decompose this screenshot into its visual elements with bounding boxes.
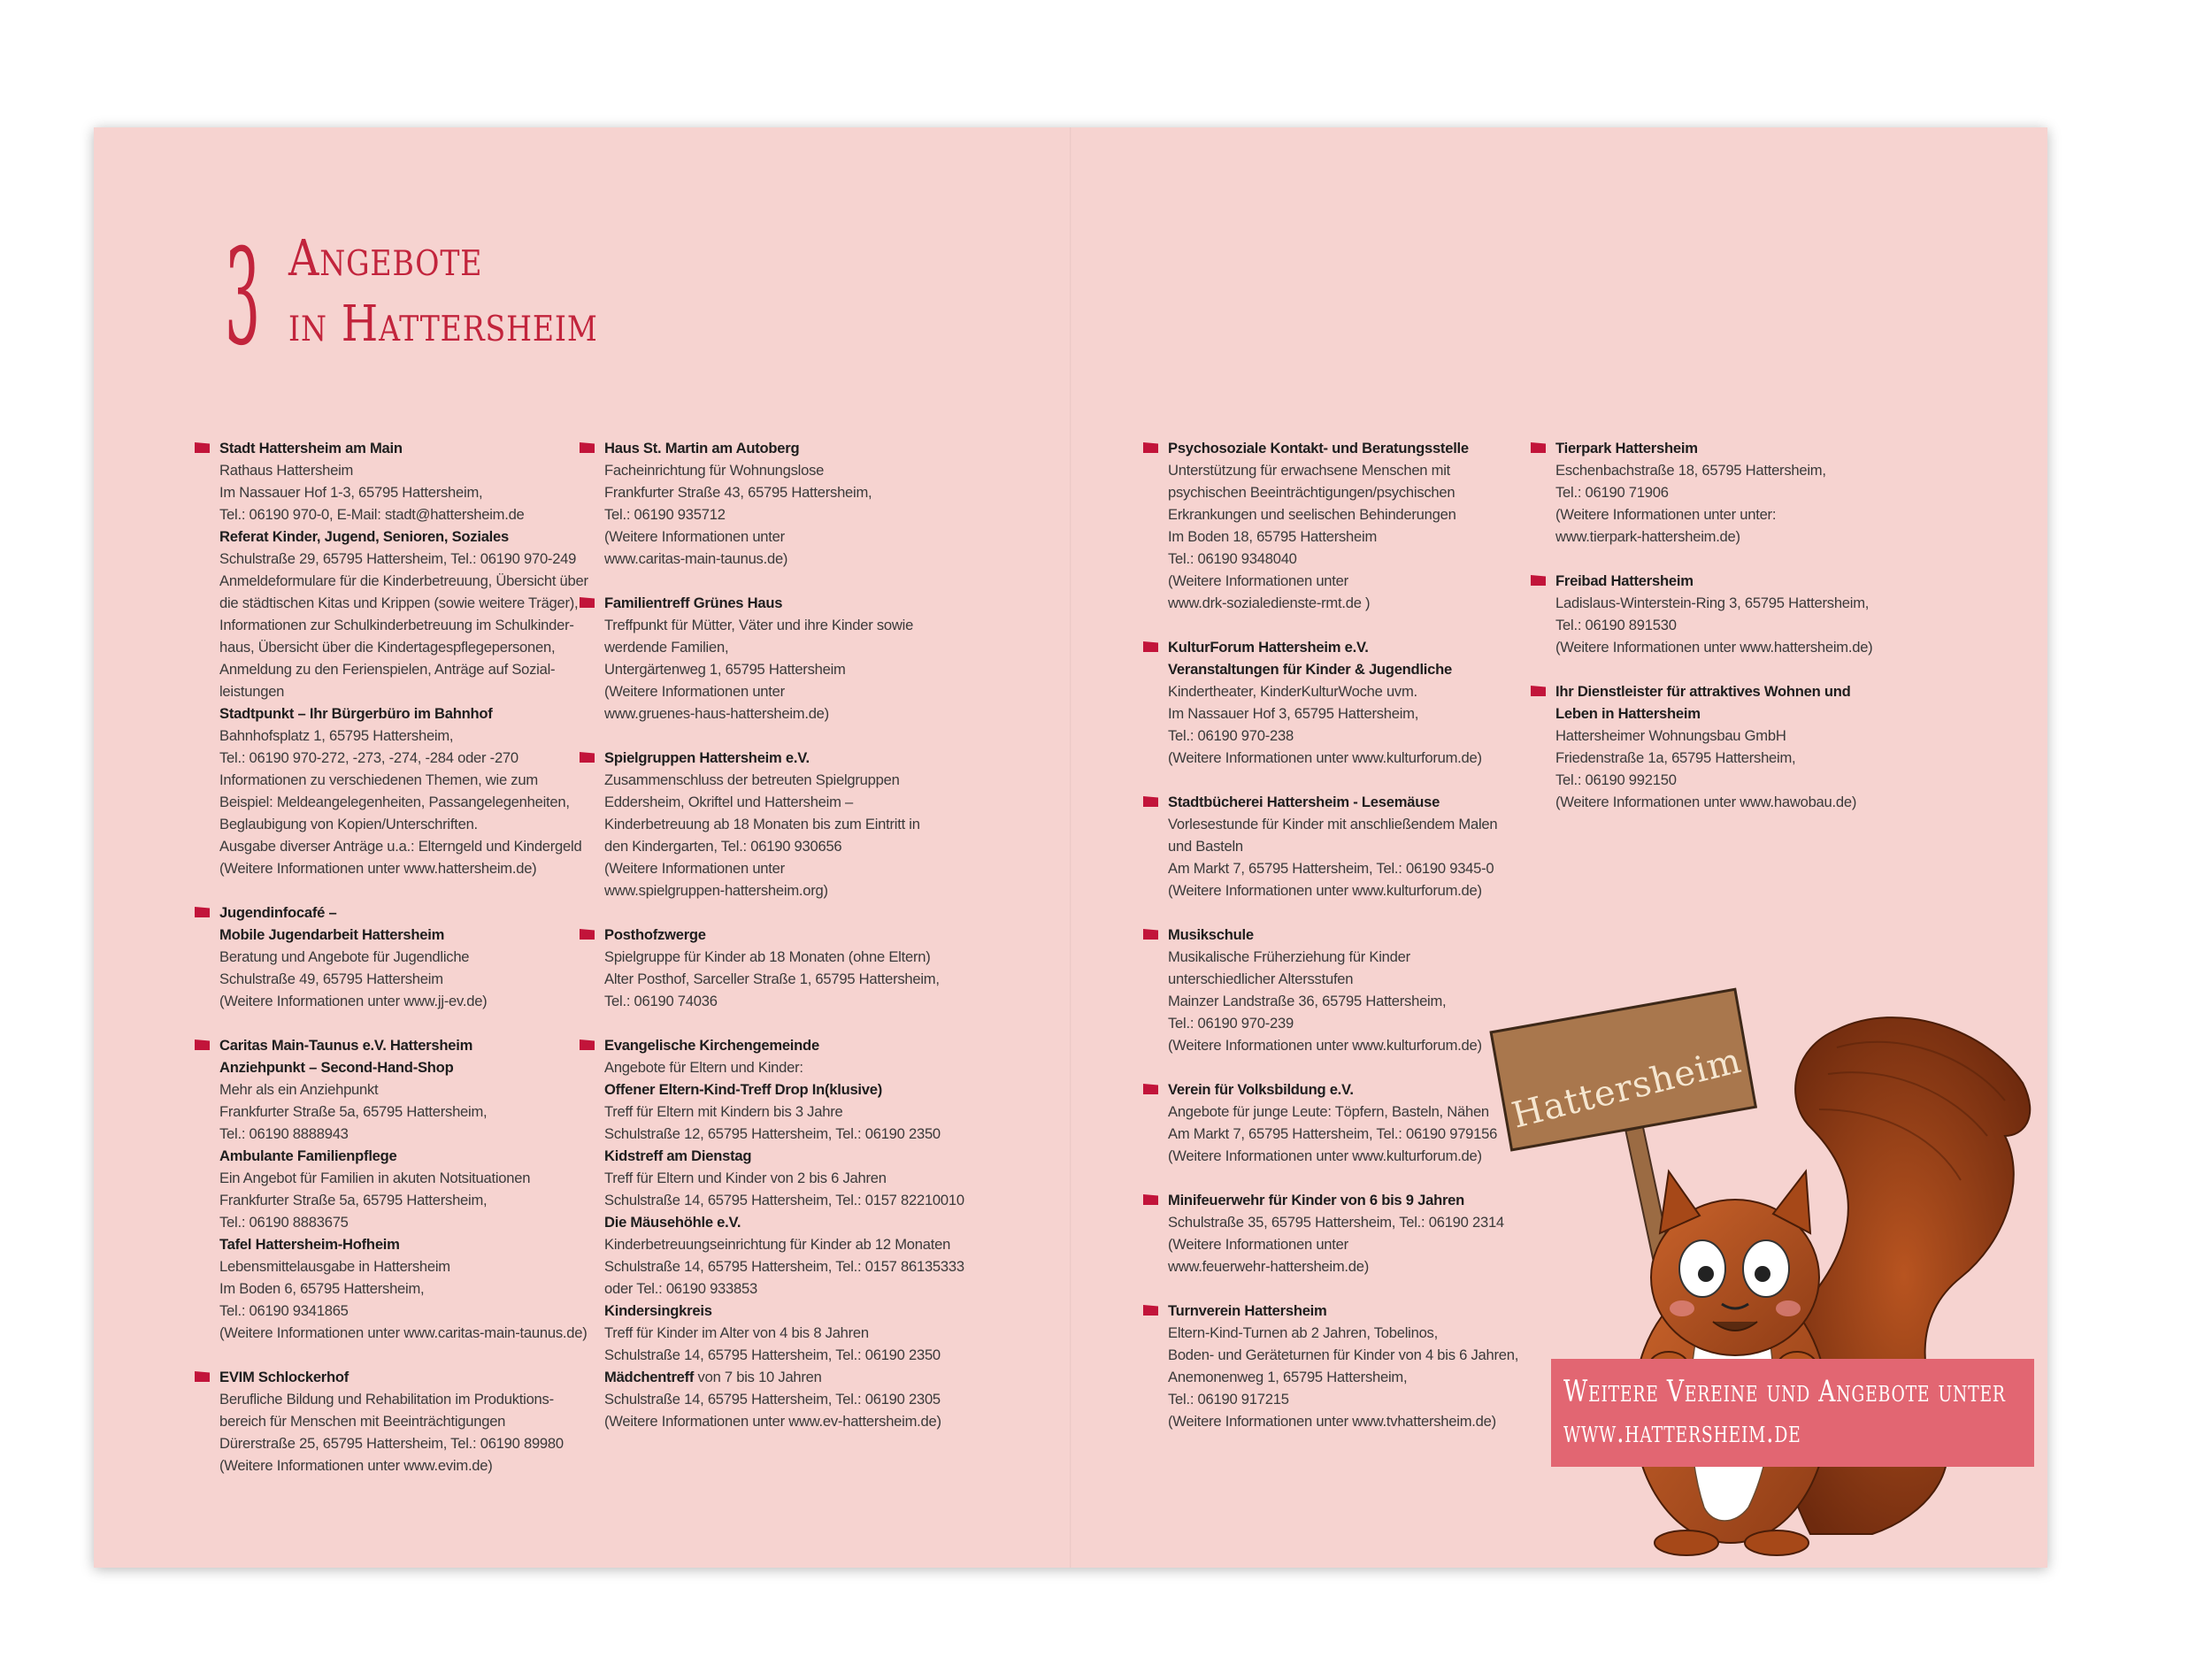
bullet-flag-icon <box>1143 1305 1158 1316</box>
entry-line: Schulstraße 29, 65795 Hattersheim, Tel.: 06190 970-249 <box>219 550 577 567</box>
entry-line: Schulstraße 14, 65795 Hattersheim, Tel.: 06190 2350 <box>604 1346 941 1363</box>
entry-line: Schulstraße 14, 65795 Hattersheim, Tel.: 06190 2305 <box>604 1391 941 1408</box>
entry-line: Treff für Kinder im Alter von 4 bis 8 Jahren <box>604 1324 869 1341</box>
entry-line: (Weitere Informationen unter unter: <box>1555 506 1777 523</box>
entry-title-text: Verein für Volksbildung e.V. <box>1168 1081 1354 1098</box>
entry-title-text: Turnverein Hattersheim <box>1168 1302 1327 1319</box>
entry-line: Beratung und Angebote für Jugendliche <box>219 948 470 965</box>
entry-line: (Weitere Informationen unter <box>604 683 785 700</box>
entry-line: Lebensmittelausgabe in Hattersheim <box>219 1258 450 1275</box>
entry-line: Frankfurter Straße 43, 65795 Hattersheim, <box>604 484 872 501</box>
brochure-spread <box>94 127 2047 1568</box>
squirrel-illustration <box>1508 950 2040 1561</box>
entry-line: Treffpunkt für Mütter, Väter und ihre Kinder sowie <box>604 617 914 633</box>
entry-line: Eddersheim, Okriftel und Hattersheim – <box>604 794 854 810</box>
entry-line: (Weitere Informationen unter www.tvhattersheim.de) <box>1168 1413 1496 1430</box>
directory-entry <box>1168 791 1548 901</box>
bullet-flag-icon <box>195 1039 210 1050</box>
entry-title <box>580 592 985 614</box>
directory-entry <box>604 1034 985 1432</box>
directory-entry <box>1168 636 1548 769</box>
entry-title <box>1143 636 1548 658</box>
entry-line: Bahnhofsplatz 1, 65795 Hattersheim, <box>219 727 454 744</box>
entry-title-text: Jugendinfocafé – <box>219 904 337 921</box>
entry-title-text: Familientreff Grünes Haus <box>604 595 783 611</box>
entry-subtitle: Veranstaltungen für Kinder & Jugendliche <box>1168 661 1453 678</box>
sign-text: Hattersheim <box>1508 1039 1746 1137</box>
entry-line: Facheinrichtung für Wohnungslose <box>604 462 825 479</box>
entry-title <box>1531 680 1936 702</box>
entry-line: Eschenbachstraße 18, 65795 Hattersheim, <box>1555 462 1826 479</box>
entry-line: Kinderbetreuungseinrichtung für Kinder ab 12 Monaten <box>604 1236 951 1253</box>
entry-title-text: Minifeuerwehr für Kinder von 6 bis 9 Jahren <box>1168 1192 1465 1208</box>
bullet-flag-icon <box>1143 641 1158 652</box>
entry-line: (Weitere Informationen unter www.jj-ev.de) <box>219 993 488 1009</box>
entry-title <box>195 1366 600 1388</box>
entry-line: (Weitere Informationen unter www.caritas-main-taunus.de) <box>219 1324 588 1341</box>
entry-title-text: Evangelische Kirchengemeinde <box>604 1037 819 1054</box>
entry-line: Anemonenweg 1, 65795 Hattersheim, <box>1168 1369 1408 1385</box>
directory-entry <box>1168 1300 1548 1432</box>
entry-title-text: KulturForum Hattersheim e.V. <box>1168 639 1369 656</box>
entry-line: Unterstützung für erwachsene Menschen mit <box>1168 462 1451 479</box>
entry-title-text: Spielgruppen Hattersheim e.V. <box>604 749 810 766</box>
entry-line: Ladislaus-Winterstein-Ring 3, 65795 Hattersheim, <box>1555 595 1870 611</box>
bullet-flag-icon <box>580 597 595 608</box>
entry-line: (Weitere Informationen unter <box>604 860 785 877</box>
entry-title <box>1143 1300 1548 1322</box>
entry-line: Angebote für junge Leute: Töpfern, Basteln, Nähen <box>1168 1103 1489 1120</box>
entry-line: Tel.: 06190 9341865 <box>219 1302 349 1319</box>
directory-entry <box>1555 437 1936 548</box>
entry-line: Tel.: 06190 970-0, E-Mail: stadt@hattersheim.de <box>219 506 525 523</box>
bullet-flag-icon <box>580 1039 595 1050</box>
entry-line: (Weitere Informationen unter <box>1168 1236 1348 1253</box>
entry-line: Im Nassauer Hof 3, 65795 Hattersheim, <box>1168 705 1419 722</box>
entry-line: Eltern-Kind-Turnen ab 2 Jahren, Tobelinos, <box>1168 1324 1438 1341</box>
entry-line: (Weitere Informationen unter <box>604 528 785 545</box>
entry-line: Alter Posthof, Sarceller Straße 1, 65795 Hattersheim, <box>604 970 940 987</box>
entry-line: Tel.: 06190 970-238 <box>1168 727 1294 744</box>
entry-title <box>1531 437 1936 459</box>
entry-title-text: Haus St. Martin am Autoberg <box>604 440 800 456</box>
entry-line: Tel.: 06190 8883675 <box>219 1214 349 1231</box>
entry-line: Treff für Eltern und Kinder von 2 bis 6 Jahren <box>604 1170 887 1186</box>
entry-title-text: Musikschule <box>1168 926 1254 943</box>
entry-line: Mehr als ein Anziehpunkt <box>219 1081 379 1098</box>
entry-subtitle: Kidstreff am Dienstag <box>604 1147 752 1164</box>
entry-line: (Weitere Informationen unter www.hattersheim.de) <box>1555 639 1873 656</box>
entry-line: Angebote für Eltern und Kinder: <box>604 1059 803 1076</box>
entry-line: unterschiedlicher Altersstufen <box>1168 970 1354 987</box>
entry-line: Tel.: 06190 970-272, -273, -274, -284 oder -270 <box>219 749 518 766</box>
entry-line: (Weitere Informationen unter www.evim.de) <box>219 1457 493 1474</box>
entry-subtitle: Anziehpunkt – Second-Hand-Shop <box>219 1059 454 1076</box>
entry-line: werdende Familien, <box>604 639 729 656</box>
entry-subtitle: Offener Eltern-Kind-Treff Drop In(klusive) <box>604 1081 883 1098</box>
directory-entry <box>219 437 600 879</box>
entry-line: www.spielgruppen-hattersheim.org) <box>604 882 828 899</box>
entry-subtitle: Ambulante Familienpflege <box>219 1147 397 1164</box>
entry-line: Kinderbetreuung ab 18 Monaten bis zum Eintritt in <box>604 816 920 832</box>
entry-line: Schulstraße 14, 65795 Hattersheim, Tel.: 0157 82210010 <box>604 1192 964 1208</box>
bullet-flag-icon <box>195 442 210 453</box>
entry-line: Tel.: 06190 992150 <box>1555 771 1677 788</box>
entry-line: Ein Angebot für Familien in akuten Notsituationen <box>219 1170 531 1186</box>
entry-line: (Weitere Informationen unter www.kulturforum.de) <box>1168 1147 1482 1164</box>
entry-line: www.caritas-main-taunus.de) <box>604 550 788 567</box>
directory-entry <box>604 592 985 725</box>
directory-entry <box>219 901 600 1012</box>
entry-line: Tel.: 06190 935712 <box>604 506 726 523</box>
directory-entry <box>219 1366 600 1477</box>
entry-title <box>580 437 985 459</box>
entry-line: Vorlesestunde für Kinder mit anschließendem Malen <box>1168 816 1498 832</box>
entry-line: Informationen zu verschiedenen Themen, wie zum <box>219 771 538 788</box>
entry-line: Tel.: 06190 891530 <box>1555 617 1677 633</box>
entry-title-text: Caritas Main-Taunus e.V. Hattersheim <box>219 1037 473 1054</box>
entry-subtitle: Stadtpunkt – Ihr Bürgerbüro im Bahnhof <box>219 705 493 722</box>
bullet-flag-icon <box>1143 1084 1158 1094</box>
entry-line: und Basteln <box>1168 838 1243 855</box>
entry-line: Am Markt 7, 65795 Hattersheim, Tel.: 06190 979156 <box>1168 1125 1498 1142</box>
entry-line: bereich für Menschen mit Beeinträchtigungen <box>219 1413 506 1430</box>
entry-line: Untergärtenweg 1, 65795 Hattersheim <box>604 661 846 678</box>
entry-line: (Weitere Informationen unter www.hawobau.de) <box>1555 794 1857 810</box>
entry-line: (Weitere Informationen unter www.kulturforum.de) <box>1168 749 1482 766</box>
entry-line: (Weitere Informationen unter <box>1168 572 1348 589</box>
entry-line: den Kindergarten, Tel.: 06190 930656 <box>604 838 842 855</box>
entry-line: haus, Übersicht über die Kindertagespflegepersonen, <box>219 639 556 656</box>
column-3 <box>1168 437 1548 1454</box>
entry-subtitle: Kindersingkreis <box>604 1302 712 1319</box>
entry-subtitle: Leben in Hattersheim <box>1555 705 1701 722</box>
entry-title <box>580 1034 985 1056</box>
entry-title-text: Stadt Hattersheim am Main <box>219 440 403 456</box>
entry-line: www.drk-sozialedienste-rmt.de ) <box>1168 595 1371 611</box>
entry-line: Im Boden 6, 65795 Hattersheim, <box>219 1280 425 1297</box>
entry-line: Tel.: 06190 74036 <box>604 993 718 1009</box>
entry-line: Ausgabe diverser Anträge u.a.: Elterngeld und Kindergeld <box>219 838 582 855</box>
entry-title <box>580 924 985 946</box>
entry-line: Anmeldeformulare für die Kinderbetreuung, Übersicht über <box>219 572 588 589</box>
entry-line: Frankfurter Straße 5a, 65795 Hattersheim, <box>219 1192 488 1208</box>
bullet-flag-icon <box>1143 442 1158 453</box>
entry-title-text: Posthofzwerge <box>604 926 706 943</box>
page-spine <box>1070 127 1071 1568</box>
chapter-title-line-1: Angebote <box>288 230 483 288</box>
directory-entry <box>1555 570 1936 658</box>
entry-line: (Weitere Informationen unter www.kulturforum.de) <box>1168 1037 1482 1054</box>
entry-line: Dürerstraße 25, 65795 Hattersheim, Tel.: 06190 89980 <box>219 1435 564 1452</box>
entry-line: Tel.: 06190 8888943 <box>219 1125 349 1142</box>
entry-line: Boden- und Geräteturnen für Kinder von 4 bis 6 Jahren, <box>1168 1346 1519 1363</box>
entry-line: Im Nassauer Hof 1-3, 65795 Hattersheim, <box>219 484 483 501</box>
directory-entry <box>1168 1078 1548 1167</box>
bullet-flag-icon <box>195 907 210 917</box>
entry-subtitle: Referat Kinder, Jugend, Senioren, Soziales <box>219 528 509 545</box>
entry-title-text: EVIM Schlockerhof <box>219 1369 349 1385</box>
entry-line: (Weitere Informationen unter www.ev-hattersheim.de) <box>604 1413 941 1430</box>
entry-title-text: Freibad Hattersheim <box>1555 572 1694 589</box>
entry-line: Schulstraße 49, 65795 Hattersheim <box>219 970 443 987</box>
entry-line: Mainzer Landstraße 36, 65795 Hattersheim, <box>1168 993 1447 1009</box>
entry-title <box>1143 791 1548 813</box>
entry-line: Beglaubigung von Kopien/Unterschriften. <box>219 816 478 832</box>
column-2 <box>604 437 985 1454</box>
entry-line: Tel.: 06190 71906 <box>1555 484 1669 501</box>
column-1 <box>219 437 600 1499</box>
bullet-flag-icon <box>580 442 595 453</box>
bullet-flag-icon <box>580 752 595 763</box>
entry-line: leistungen <box>219 683 285 700</box>
bullet-flag-icon <box>195 1371 210 1382</box>
directory-entry <box>1555 680 1936 813</box>
column-4 <box>1555 437 1936 835</box>
entry-line: Anmeldung zu den Ferienspielen, Anträge auf Sozial- <box>219 661 556 678</box>
entry-line: oder Tel.: 06190 933853 <box>604 1280 757 1297</box>
entry-title <box>1143 1078 1548 1101</box>
bullet-flag-icon <box>1531 575 1546 586</box>
entry-line: Informationen zur Schulkinderbetreuung im Schulkinder- <box>219 617 574 633</box>
entry-subtitle: Mädchentreff <box>604 1369 695 1385</box>
entry-line: Rathaus Hattersheim <box>219 462 354 479</box>
entry-line: psychischen Beeinträchtigungen/psychischen <box>1168 484 1455 501</box>
entry-line <box>604 1366 985 1388</box>
entry-title <box>1143 437 1548 459</box>
entry-line: Kindertheater, KinderKulturWoche uvm. <box>1168 683 1417 700</box>
bullet-flag-icon <box>1531 442 1546 453</box>
entry-line: www.feuerwehr-hattersheim.de) <box>1168 1258 1369 1275</box>
directory-entry <box>604 747 985 901</box>
entry-subtitle: Mobile Jugendarbeit Hattersheim <box>219 926 445 943</box>
entry-line: Tel.: 06190 917215 <box>1168 1391 1289 1408</box>
entry-line: Friedenstraße 1a, 65795 Hattersheim, <box>1555 749 1796 766</box>
entry-line: Im Boden 18, 65795 Hattersheim <box>1168 528 1378 545</box>
entry-title <box>195 437 600 459</box>
entry-line: Am Markt 7, 65795 Hattersheim, Tel.: 06190 9345-0 <box>1168 860 1494 877</box>
entry-line-text: von 7 bis 10 Jahren <box>694 1369 822 1385</box>
entry-title <box>1143 1189 1548 1211</box>
directory-entry <box>1168 1189 1548 1277</box>
chapter-number: 3 <box>225 221 261 375</box>
entry-title <box>1531 570 1936 592</box>
entry-line: Treff für Eltern mit Kindern bis 3 Jahre <box>604 1103 843 1120</box>
more-offers-banner <box>1551 1359 2034 1467</box>
entry-line: Erkrankungen und seelischen Behinderungen <box>1168 506 1456 523</box>
directory-entry <box>604 437 985 570</box>
entry-title-text: Tierpark Hattersheim <box>1555 440 1698 456</box>
entry-line: (Weitere Informationen unter www.kulturforum.de) <box>1168 882 1482 899</box>
entry-line: Frankfurter Straße 5a, 65795 Hattersheim, <box>219 1103 488 1120</box>
entry-line: die städtischen Kitas und Krippen (sowie weitere Träger), <box>219 595 579 611</box>
bullet-flag-icon <box>1531 686 1546 696</box>
entry-line: (Weitere Informationen unter www.hattersheim.de) <box>219 860 537 877</box>
entry-line: Tel.: 06190 970-239 <box>1168 1015 1294 1032</box>
bullet-flag-icon <box>1143 796 1158 807</box>
entry-line: Schulstraße 14, 65795 Hattersheim, Tel.: 0157 86135333 <box>604 1258 964 1275</box>
directory-entry <box>219 1034 600 1344</box>
bullet-flag-icon <box>1143 929 1158 940</box>
entry-line: Beispiel: Meldeangelegenheiten, Passangelegenheiten, <box>219 794 570 810</box>
entry-line: Schulstraße 12, 65795 Hattersheim, Tel.: 06190 2350 <box>604 1125 941 1142</box>
entry-line: Hattersheimer Wohnungsbau GmbH <box>1555 727 1786 744</box>
entry-subtitle: Tafel Hattersheim-Hofheim <box>219 1236 400 1253</box>
chapter-title-line-2: in Hattersheim <box>288 295 598 353</box>
directory-entry <box>1168 437 1548 614</box>
entry-title-text: Psychosoziale Kontakt- und Beratungsstelle <box>1168 440 1469 456</box>
entry-line: www.gruenes-haus-hattersheim.de) <box>604 705 829 722</box>
entry-line: Musikalische Früherziehung für Kinder <box>1168 948 1410 965</box>
entry-line: Schulstraße 35, 65795 Hattersheim, Tel.: 06190 2314 <box>1168 1214 1504 1231</box>
entry-title <box>1143 924 1548 946</box>
directory-entry <box>604 924 985 1012</box>
entry-line: www.tierpark-hattersheim.de) <box>1555 528 1740 545</box>
entry-title-text: Stadtbücherei Hattersheim - Lesemäuse <box>1168 794 1440 810</box>
entry-title <box>580 747 985 769</box>
banner-line-1: Weitere Vereine und Angebote unter <box>1563 1374 2006 1409</box>
entry-line: Spielgruppe für Kinder ab 18 Monaten (ohne Eltern) <box>604 948 931 965</box>
banner-link[interactable]: www.hattersheim.de <box>1563 1415 1801 1450</box>
entry-title-text: Ihr Dienstleister für attraktives Wohnen und <box>1555 683 1851 700</box>
entry-line: Tel.: 06190 9348040 <box>1168 550 1297 567</box>
bullet-flag-icon <box>1143 1194 1158 1205</box>
entry-subtitle: Die Mäusehöhle e.V. <box>604 1214 741 1231</box>
entry-title <box>195 1034 600 1056</box>
entry-line: Zusammenschluss der betreuten Spielgruppen <box>604 771 900 788</box>
entry-title <box>195 901 600 924</box>
chapter-title <box>288 226 784 357</box>
entry-line: Berufliche Bildung und Rehabilitation im Produktions- <box>219 1391 554 1408</box>
bullet-flag-icon <box>580 929 595 940</box>
